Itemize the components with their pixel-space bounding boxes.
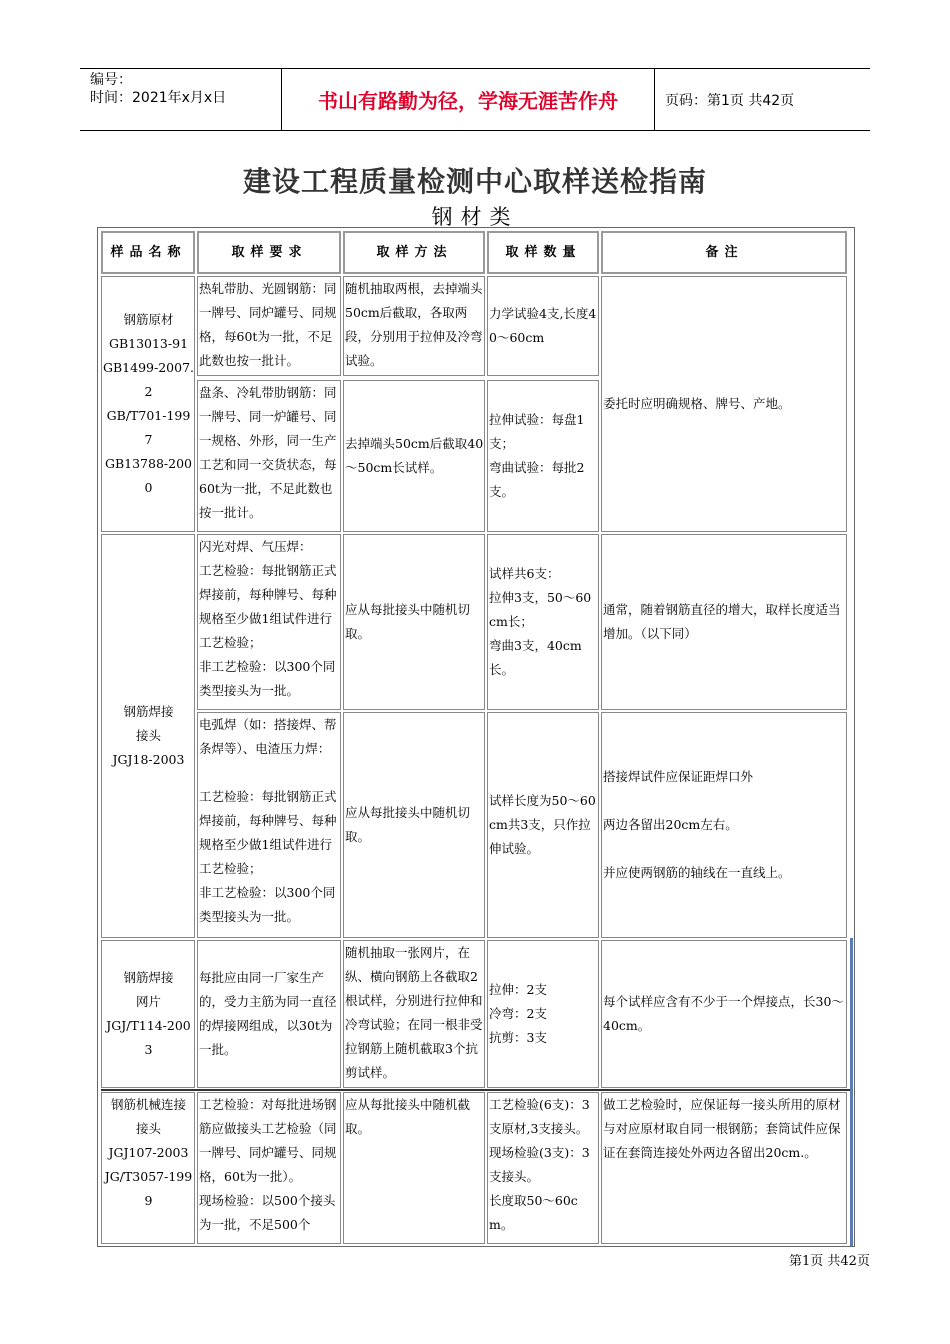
page-header xyxy=(80,68,870,131)
column-header-quantity: 取样数量 xyxy=(487,231,599,274)
quantity-cell: 工艺检验(6支)：3支原材,3支接头。 现场检验(3支)：3支接头。 长度取50～60cm。 xyxy=(487,1092,599,1244)
row-divider xyxy=(101,1089,851,1091)
page-title: 建设工程质量检测中心取样送检指南 xyxy=(242,165,707,198)
requirement-cell: 热轧带肋、光圆钢筋：同一牌号、同炉罐号、同规格，每60t为一批，不足此数也按一批计。 xyxy=(197,276,341,376)
method-cell: 应从每批接头中随机截取。 xyxy=(343,1092,485,1244)
quantity-cell: 力学试验4支,长度40～60cm xyxy=(487,276,599,376)
quantity-cell: 试样长度为50～60cm共3支，只作拉伸试验。 xyxy=(487,712,599,938)
method-cell: 应从每批接头中随机切取。 xyxy=(343,534,485,710)
quantity-cell: 试样共6支： 拉伸3支，50～60cm长； 弯曲3支，40cm长。 xyxy=(487,534,599,710)
remark-cell: 做工艺检验时，应保证每一接头所用的原材与对应原材取自同一根钢筋；套筒试件应保证在套筒连接处外两边各留出20cm.。 xyxy=(601,1092,847,1244)
sample-name-welded-mesh: 钢筋焊接 网片 JGJ/T114-2003 xyxy=(101,940,195,1088)
document-number-label: 编号： xyxy=(90,72,132,88)
sample-name-welded-joint: 钢筋焊接 接头 JGJ18-2003 xyxy=(101,534,195,938)
requirement-cell: 电弧焊（如：搭接焊、帮条焊等）、电渣压力焊： 工艺检验：每批钢筋正式焊接前，每种牌号、每种规格至少做1组试件进行工艺检验； 非工艺检验：以300个同类型接头为一批。 xyxy=(197,712,341,938)
section-subtitle: 钢材类 xyxy=(431,205,519,229)
requirement-cell: 每批应由同一厂家生产的，受力主筋为同一直径的焊接网组成，以30t为一批。 xyxy=(197,940,341,1088)
sample-name-mechanical-joint: 钢筋机械连接 接头 JGJ107-2003 JG/T3057-1999 xyxy=(101,1092,195,1244)
method-cell: 去掉端头50cm后截取40～50cm长试样。 xyxy=(343,380,485,532)
requirement-cell: 盘条、冷轧带肋钢筋：同一牌号、同一炉罐号、同一规格、外形，同一生产工艺和同一交货状态，每60t为一批，不足此数也按一批计。 xyxy=(197,380,341,532)
remark-cell: 每个试样应含有不少于一个焊接点，长30～40cm。 xyxy=(601,940,847,1088)
requirement-cell: 工艺检验：对每批进场钢筋应做接头工艺检验（同一牌号、同炉罐号、同规格，60t为一批）。 现场检验：以500个接头为一批，不足500个 xyxy=(197,1092,341,1244)
document-date: 时间：2021年x月x日 xyxy=(90,90,227,106)
method-cell: 应从每批接头中随机切取。 xyxy=(343,712,485,938)
header-page-info: 页码：第1页 共42页 xyxy=(665,92,795,109)
sample-name-rebar-raw: 钢筋原材 GB13013-91 GB1499-2007.2 GB/T701-1997 GB13788-2000 xyxy=(101,276,195,532)
method-cell: 随机抽取一张网片，在纵、横向钢筋上各截取2根试样，分别进行拉伸和冷弯试验；在同一根非受拉钢筋上随机截取3个抗剪试样。 xyxy=(343,940,485,1088)
remark-cell: 委托时应明确规格、牌号、产地。 xyxy=(601,276,847,532)
method-cell: 随机抽取两根，去掉端头50cm后截取，各取两段，分别用于拉伸及冷弯试验。 xyxy=(343,276,485,376)
remark-cell: 通常，随着钢筋直径的增大，取样长度适当增加。（以下同） xyxy=(601,534,847,710)
quantity-cell: 拉伸：2支 冷弯：2支 抗剪：3支 xyxy=(487,940,599,1088)
column-header-method: 取样方法 xyxy=(343,231,485,274)
header-motto: 书山有路勤为径，学海无涯苦作舟 xyxy=(281,69,655,130)
header-meta xyxy=(80,69,280,130)
requirement-cell: 闪光对焊、气压焊： 工艺检验：每批钢筋正式焊接前，每种牌号、每种规格至少做1组试件进行工艺检验； 非工艺检验：以300个同类型接头为一批。 xyxy=(197,534,341,710)
remark-cell: 搭接焊试件应保证距焊口外 两边各留出20cm左右。 并应使两钢筋的轴线在一直线上。 xyxy=(601,712,847,938)
column-header-sample-name: 样品名称 xyxy=(101,231,195,274)
column-header-remark: 备注 xyxy=(601,231,847,274)
sampling-table xyxy=(97,227,855,1247)
column-header-requirement: 取样要求 xyxy=(197,231,341,274)
quantity-cell: 拉伸试验：每盘1支； 弯曲试验：每批2支。 xyxy=(487,380,599,532)
page-footer: 第1页 共42页 xyxy=(789,1254,870,1269)
